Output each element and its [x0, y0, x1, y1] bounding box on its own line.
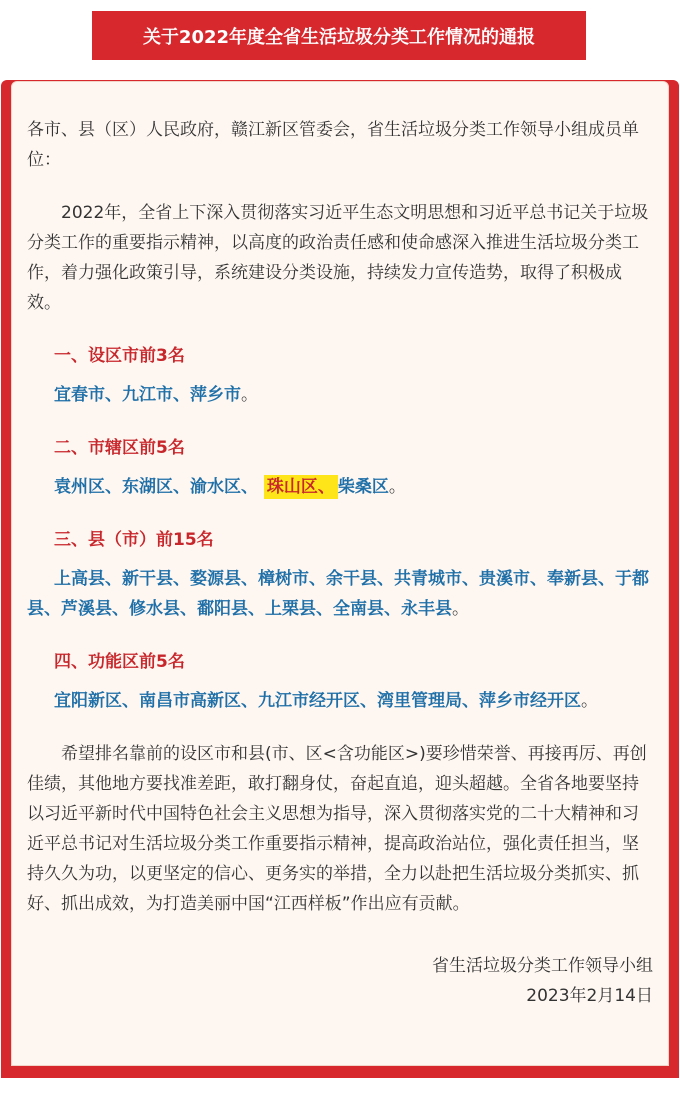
document-body [27, 115, 653, 1011]
list-text: 上高县、新干县、婺源县、樟树市、余干县、共青城市、贵溪市、奉新县、于都县、芦溪县、修水县、鄱阳县、上栗县、全南县、永丰县 [27, 569, 649, 619]
list-end: 。 [388, 477, 406, 497]
section-list-counties [27, 564, 653, 624]
salutation: 各市、县（区）人民政府，赣江新区管委会，省生活垃圾分类工作领导小组成员单位： [27, 120, 639, 170]
closing-paragraph: 希望排名靠前的设区市和县(市、区<含功能区>)要珍惜荣誉、再接再厉、再创佳绩，其他地方要找准差距，敢打翻身仗，奋起直追，迎头超越。全省各地要坚持以习近平新时代中国特色社会主义思想为指导，深入贯彻落实党的二十大精神和习近平总书记对生活垃圾分类工作重要指示精神，提高政治站位，强化责任担当，坚持久久为功，以更坚定的信心、更务实的举措，全力以赴把生活垃圾分类抓实、抓好、抓出成效，为打造美丽中国“江西样板”作出应有贡献。 [27, 744, 647, 914]
list-end: 。 [452, 599, 469, 619]
section-heading-districts: 二、市辖区前5名 [54, 438, 185, 458]
document-title: 关于2022年度全省生活垃圾分类工作情况的通报 [92, 11, 586, 60]
signature-date: 2023年2月14日 [526, 986, 653, 1006]
list-text: 袁州区、东湖区、渝水区、 [54, 477, 258, 497]
intro-paragraph: 2022年，全省上下深入贯彻落实习近平生态文明思想和习近平总书记关于垃圾分类工作的重要指示精神，以高度的政治责任感和使命感深入推进生活垃圾分类工作，着力强化政策引导，系统建设分类设施，持续发力宣传造势，取得了积极成效。 [27, 203, 649, 313]
section-heading-counties: 三、县（市）前15名 [54, 530, 214, 550]
section-list-cities [27, 380, 653, 410]
list-text: 宜阳新区、南昌市高新区、九江市经开区、湾里管理局、萍乡市经开区 [54, 691, 581, 711]
list-end: 。 [241, 385, 258, 405]
highlighted-district: 珠山区、 [264, 475, 338, 499]
signature-org: 省生活垃圾分类工作领导小组 [432, 956, 653, 976]
list-text: 柴桑区 [337, 477, 389, 497]
list-end: 。 [581, 691, 598, 711]
section-list-functional-zones [27, 686, 653, 716]
list-text: 宜春市、九江市、萍乡市 [54, 385, 241, 405]
section-heading-cities: 一、设区市前3名 [54, 346, 185, 366]
section-heading-functional-zones: 四、功能区前5名 [54, 652, 185, 672]
section-list-districts [27, 472, 653, 502]
